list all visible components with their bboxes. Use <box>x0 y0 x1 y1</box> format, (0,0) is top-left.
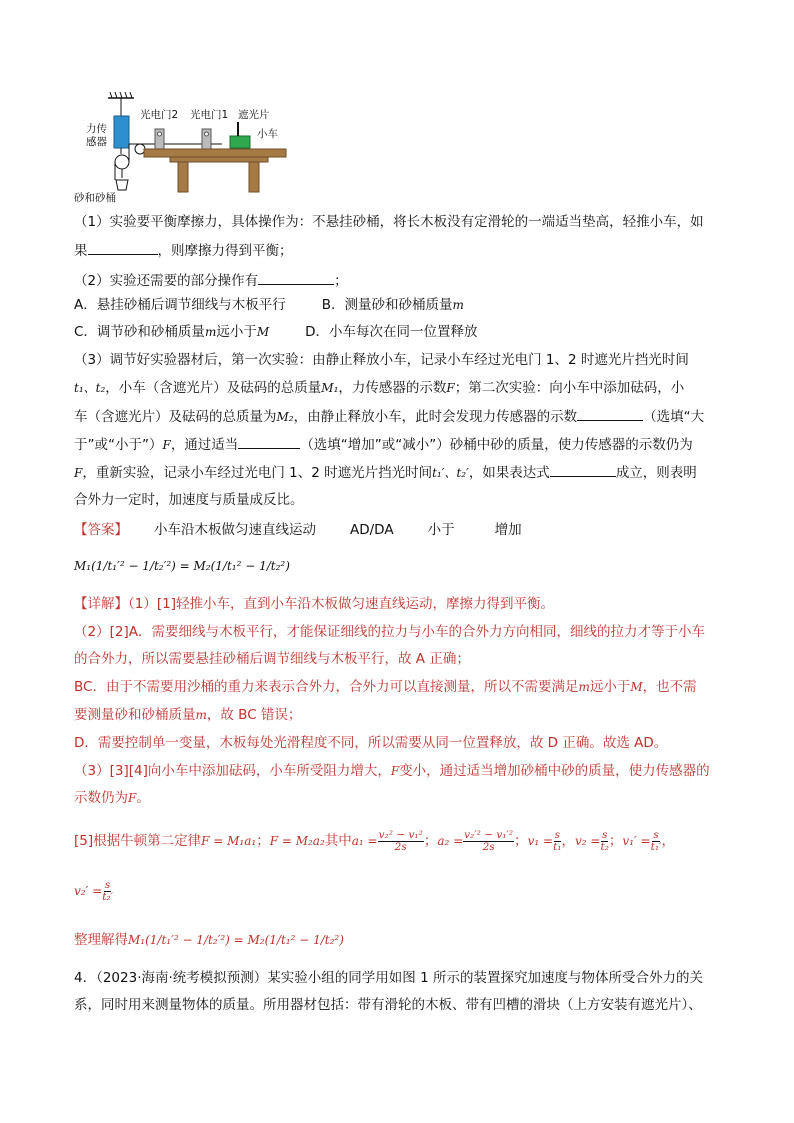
detail-d9-v2: v₂ = <box>575 834 601 848</box>
detail-d4-M: M <box>630 680 643 694</box>
detail-line-11 <box>74 930 344 950</box>
detail-d9-f2: F = M₂a₂ <box>269 834 325 848</box>
frac-a1-den: 2s <box>394 840 407 853</box>
q3-t12: t₁、t₂ <box>74 381 106 395</box>
frac-a1-num: v₂² − v₁² <box>378 828 423 841</box>
q3-M2: M₂ <box>276 410 294 424</box>
semicolon-3: ； <box>514 833 528 849</box>
q3-l2-a: ，小车（含遮光片）及砝码的总质量 <box>105 380 322 396</box>
q1-text-pre: 果 <box>74 243 88 259</box>
detail-d9-a: [5]根据牛顿第二定律 <box>74 833 202 849</box>
table-top <box>144 149 286 157</box>
detail-d9-a1: a₁ = <box>351 834 378 848</box>
frac-a2-den: 2s <box>482 840 495 853</box>
detail-d7-b: 变小，通过适当增加砂桶中砂的质量，使力传感器的 <box>399 763 710 779</box>
q3-l5-c: 成立，则表明 <box>615 465 697 481</box>
frac-v1 <box>553 830 561 853</box>
q3-F: F <box>446 381 455 395</box>
option-b-m: m <box>452 298 464 312</box>
detail-d10-v2p: v₂′ = <box>74 884 103 898</box>
detail-line-5 <box>74 705 301 725</box>
detail-d7-a: （3）[3][4]向小车中添加砝码，小车所受阻力增大， <box>74 763 391 779</box>
q3-l5-a: ，重新实验，记录小车经过光电门 1、2 时遮光片挡光时间 <box>82 465 433 481</box>
frac-v2 <box>600 830 608 853</box>
q3-blank-1[interactable] <box>577 406 643 421</box>
detail-line-6: D．需要控制单一变量，木板每处光滑程度不同，所以需要从同一位置释放，故 D 正确。故选 AD。 <box>74 735 668 751</box>
detail-d9-f1: F = M₁a₁ <box>201 834 257 848</box>
movable-pulley <box>115 155 129 169</box>
frac-v2p-num: s <box>104 878 111 891</box>
detail-d11-formula: M₁(1/t₁′² − 1/t₂′²) = M₂(1/t₁² − 1/t₂²) <box>128 933 344 947</box>
frac-a1 <box>378 830 424 853</box>
q3-l5-F: F <box>74 466 83 480</box>
frac-v1p-den: t₁′ <box>650 840 662 853</box>
q3-l3-b: ，由静止释放小车，此时会发现力传感器的示数 <box>293 409 578 425</box>
q1-blank[interactable] <box>88 240 158 255</box>
q3-l3-a: 车（含遮光片）及砝码的总质量为 <box>74 409 277 425</box>
option-a: A．悬挂砂桶后调节细线与木板平行 <box>74 297 286 313</box>
experiment-diagram <box>72 92 302 204</box>
q3-l4-F: F <box>162 438 171 452</box>
q3-blank-3[interactable] <box>550 462 616 477</box>
detail-d4-c: ，也不需 <box>642 679 697 695</box>
detail-line-2: （2）[2]A．需要细线与木板平行，才能保证细线的拉力与小车的合外力方向相同，细线的拉力才等于小车 <box>74 624 705 640</box>
option-b: B．测量砂和砂桶质量 <box>321 297 453 313</box>
answer-formula: M₁(1/t₁′² − 1/t₂′²) = M₂(1/t₁² − 1/t₂²) <box>74 559 290 573</box>
option-d: D．小车每次在同一位置释放 <box>305 324 478 340</box>
detail-line-3: 的合外力，所以需要悬挂砂桶后调节细线与木板平行，故 A 正确； <box>74 651 470 667</box>
q3-l4-a: 于”或“小于”） <box>74 437 163 453</box>
q3-blank-2[interactable] <box>238 434 300 449</box>
q2-options-ab <box>74 295 464 315</box>
q3-l2-c: ；第二次实验：向小车中添加砝码，小 <box>454 380 685 396</box>
q4-line-1: 4．（2023·海南·统考模拟预测）某实验小组的同学用如图 1 所示的装置探究加速度与物体所受合外力的关 <box>74 970 703 986</box>
label-sensor-2: 感器 <box>86 136 107 148</box>
detail-d9-b: 其中 <box>324 833 352 849</box>
detail-d4-b: 远小于 <box>589 679 631 695</box>
detail-line-1 <box>74 594 554 614</box>
detail-d4-a: BC．由于不需要用沙桶的重力来表示合外力，合外力可以直接测量，所以不需要满足 <box>74 679 579 695</box>
detail-d9-v1: v₁ = <box>527 834 554 848</box>
detail-d8-b: 。 <box>136 790 150 806</box>
frac-a2-num: v₂′² − v₁′² <box>464 828 514 841</box>
frac-v1p <box>651 830 662 853</box>
q3-line-5 <box>74 462 697 483</box>
q2-text: （2）实验还需要的部分操作有 <box>74 273 259 289</box>
option-c-m: m <box>204 325 217 339</box>
q3-l4-c: （选填“增加”或“减小”）砂桶中砂的质量，使力传感器的示数仍为 <box>300 437 693 453</box>
detail-d1: （1）[1]轻推小车，直到小车沿木板做匀速直线运动，摩擦力得到平衡。 <box>128 596 554 612</box>
q2-text-post: ； <box>334 273 348 289</box>
q3-line-3 <box>74 406 704 427</box>
option-c-M: M <box>256 325 270 339</box>
detail-d8-F: F <box>128 791 137 805</box>
q3-line-6: 合外力一定时，加速度与质量成反比。 <box>74 492 304 508</box>
label-car: 小车 <box>257 128 278 140</box>
label-shade: 遮光片 <box>238 109 270 121</box>
detail-line-7 <box>74 761 710 781</box>
q3-l2-b: ，力传感器的示数 <box>338 380 447 396</box>
detail-d11-a: 整理解得 <box>74 932 128 948</box>
sand-bucket <box>116 180 128 190</box>
detail-line-10 <box>74 878 113 904</box>
q3-l3-c: （选填“大 <box>643 409 705 425</box>
comma-1: ， <box>561 833 576 849</box>
label-gate1: 光电门1 <box>190 109 229 121</box>
frac-v2p <box>102 880 113 903</box>
frac-v2p-den: t₂′ <box>102 890 114 903</box>
answer-3: 小于 <box>427 522 455 538</box>
detail-d9-a2: a₂ = <box>437 834 464 848</box>
q3-t12-prime: t₁′、t₂′ <box>432 466 469 480</box>
detail-tag: 【详解】 <box>74 596 128 612</box>
frac-v1-num: s <box>554 828 560 841</box>
detail-d8-a: 示数仍为 <box>74 790 128 806</box>
answer-1: 小车沿木板做匀速直线运动 <box>154 522 316 538</box>
q2-line <box>74 270 348 291</box>
label-gate2: 光电门2 <box>140 109 179 121</box>
q3-line-2 <box>74 378 684 398</box>
detail-d4-m: m <box>578 680 590 694</box>
label-bucket: 砂和砂桶 <box>74 192 116 204</box>
detail-d5-m: m <box>195 708 207 722</box>
q1-text-post: ，则摩擦力得到平衡； <box>157 243 293 259</box>
q1-line-2 <box>74 240 293 261</box>
q2-options-cd <box>74 322 478 342</box>
q1-line-1: （1）实验要平衡摩擦力，具体操作为：不悬挂砂桶，将长木板没有定滑轮的一端适当垫高，轻推小车，如 <box>74 214 704 230</box>
detail-d9-v1p: v₁′ = <box>622 834 651 848</box>
q3-l5-b: ，如果表达式 <box>468 465 550 481</box>
label-sensor-1: 力传 <box>86 123 107 135</box>
detail-line-8 <box>74 788 150 808</box>
detail-line-4 <box>74 677 697 697</box>
q2-blank[interactable] <box>258 270 334 285</box>
frac-a2 <box>463 830 514 853</box>
q3-line-1: （3）调节好实验器材后，第一次实验：由静止释放小车，记录小车经过光电门 1、2 时遮光片挡光时间 <box>74 352 689 368</box>
option-c: C．调节砂和砂桶质量 <box>74 324 205 340</box>
semicolon-2: ； <box>423 833 438 849</box>
frac-v2-num: s <box>602 828 608 841</box>
answer-line <box>74 520 522 540</box>
frac-v1-den: t₁ <box>553 840 562 853</box>
q4-line-2: 系，同时用来测量物体的质量。所用器材包括：带有滑轮的木板、带有凹槽的滑块（上方安装有遮光片）、 <box>74 997 702 1013</box>
detail-d5-b: ，故 BC 错误； <box>206 707 302 723</box>
ceiling-mount <box>108 92 134 116</box>
q3-line-4 <box>74 434 693 455</box>
cart <box>230 136 250 148</box>
answer-tag: 【答案】 <box>74 522 128 538</box>
comma-2: ， <box>661 833 675 849</box>
semicolon-4: ； <box>608 833 623 849</box>
semicolon-1: ； <box>256 833 270 849</box>
frac-v1p-num: s <box>653 828 659 841</box>
q3-M1: M₁ <box>321 381 339 395</box>
frac-v2-den: t₂ <box>600 840 609 853</box>
force-sensor <box>114 116 129 148</box>
detail-d5-a: 要测量砂和砂桶质量 <box>74 707 196 723</box>
option-c-mid: 远小于 <box>216 324 257 340</box>
answer-2: AD/DA <box>350 522 394 538</box>
answer-4: 增加 <box>494 522 522 538</box>
detail-d7-F: F <box>390 764 400 778</box>
detail-line-9 <box>74 828 675 854</box>
q3-l4-b: ，通过适当 <box>170 437 239 453</box>
